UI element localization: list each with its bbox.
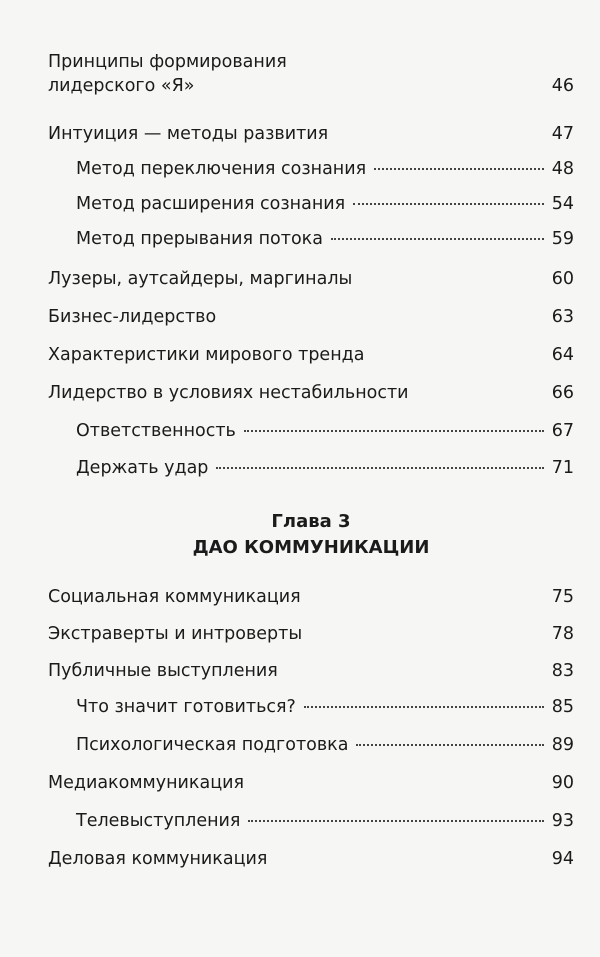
- toc-page-number: 67: [551, 421, 574, 441]
- dot-leader: [244, 430, 544, 432]
- toc-entry-title: Лузеры, аутсайдеры, маргиналы: [48, 269, 353, 289]
- toc-entry[interactable]: [48, 733, 574, 757]
- toc-page-number: 94: [551, 849, 574, 869]
- dot-leader: [356, 744, 543, 746]
- toc-entry[interactable]: [48, 122, 574, 146]
- toc-page-number: 47: [551, 124, 574, 144]
- toc-entry[interactable]: [48, 50, 574, 98]
- toc-entry[interactable]: [48, 847, 574, 871]
- toc-entry-title: Социальная коммуникация: [48, 587, 301, 607]
- toc-entry-title: Метод расширения сознания: [76, 194, 346, 214]
- toc-entry-title: лидерского «Я»: [48, 76, 195, 96]
- dot-leader: [374, 168, 544, 170]
- toc-page-number: 89: [551, 735, 574, 755]
- toc-entry-title: Характеристики мирового тренда: [48, 345, 365, 365]
- toc-entry-title: Принципы формирования: [48, 52, 287, 72]
- toc-entry[interactable]: [48, 305, 574, 329]
- toc-page-number: 63: [551, 307, 574, 327]
- toc-entry[interactable]: [48, 343, 574, 367]
- dot-leader: [331, 238, 544, 240]
- toc-entry-title: Бизнес-лидерство: [48, 307, 217, 327]
- toc-entry-title: Телевыступления: [76, 811, 241, 831]
- dot-leader: [353, 203, 544, 205]
- toc-page-number: 71: [551, 458, 574, 478]
- toc-page-number: 60: [551, 269, 574, 289]
- toc-entry[interactable]: [48, 771, 574, 795]
- chapter-heading: [48, 509, 574, 561]
- toc-entry-title: Лидерство в условиях нестабильности: [48, 383, 409, 403]
- toc-entry-title: Публичные выступления: [48, 661, 278, 681]
- toc-page-number: 85: [551, 697, 574, 717]
- toc-entry-title: Держать удар: [76, 458, 209, 478]
- chapter-title: ДАО КОММУНИКАЦИИ: [192, 537, 430, 558]
- dot-leader: [216, 467, 543, 469]
- toc-page-number: 66: [551, 383, 574, 403]
- toc-entry[interactable]: [48, 192, 574, 216]
- toc-entry[interactable]: [48, 419, 574, 443]
- toc-entry[interactable]: [48, 585, 574, 609]
- toc-entry[interactable]: [48, 695, 574, 719]
- toc-entry[interactable]: [48, 267, 574, 291]
- toc-page-number: 93: [551, 811, 574, 831]
- toc-entry-title: Интуиция — методы развития: [48, 124, 329, 144]
- toc-page-number: 64: [551, 345, 574, 365]
- toc-entry[interactable]: [48, 659, 574, 683]
- toc-entry[interactable]: [48, 381, 574, 405]
- toc-entry[interactable]: [48, 622, 574, 646]
- dot-leader: [248, 820, 543, 822]
- toc-entry-title: Деловая коммуникация: [48, 849, 268, 869]
- toc-entry[interactable]: [48, 157, 574, 181]
- dot-leader: [304, 706, 544, 708]
- toc-entry[interactable]: [48, 227, 574, 251]
- toc-entry-title: Метод прерывания потока: [76, 229, 323, 249]
- toc-page-number: 54: [551, 194, 574, 214]
- toc-page-number: 75: [551, 587, 574, 607]
- toc-page-number: 46: [551, 76, 574, 96]
- toc-entry-title: Ответственность: [76, 421, 236, 441]
- toc-page-number: 78: [551, 624, 574, 644]
- toc-page-number: 83: [551, 661, 574, 681]
- toc-page-number: 59: [551, 229, 574, 249]
- toc-entry-title: Метод переключения сознания: [76, 159, 367, 179]
- toc-entry-title: Экстраверты и интроверты: [48, 624, 303, 644]
- toc-page-number: 90: [551, 773, 574, 793]
- chapter-number: Глава 3: [271, 511, 351, 532]
- toc-page-number: 48: [551, 159, 574, 179]
- toc-entry-title: Что значит готовиться?: [76, 697, 296, 717]
- toc-entry[interactable]: [48, 809, 574, 833]
- toc-entry-title: Медиакоммуникация: [48, 773, 245, 793]
- toc-entry-title: Психологическая подготовка: [76, 735, 349, 755]
- toc-entry[interactable]: [48, 456, 574, 480]
